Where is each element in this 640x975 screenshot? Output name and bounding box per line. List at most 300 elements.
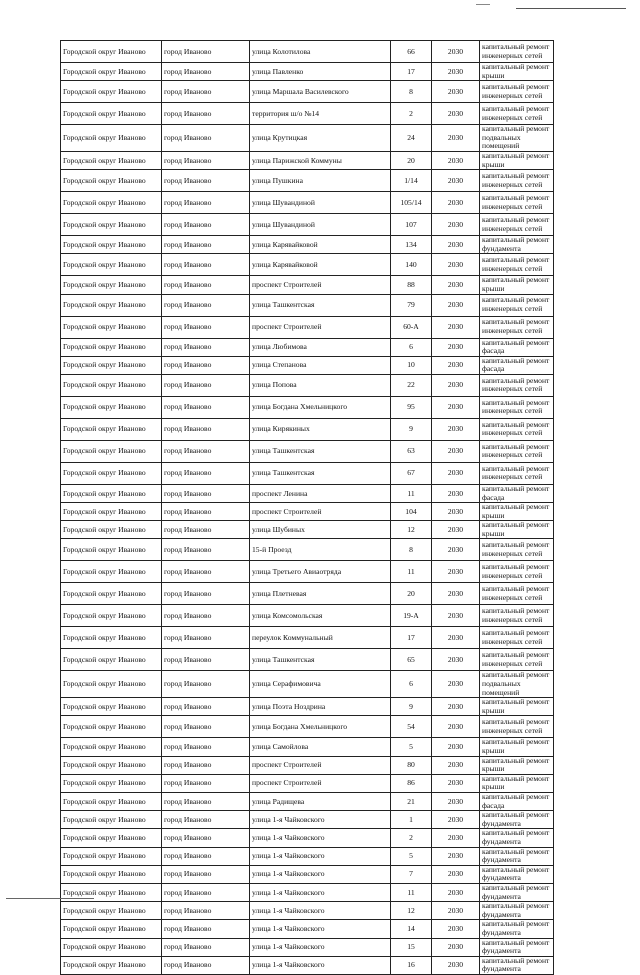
street-cell: улица Пушкина	[250, 170, 391, 192]
year-cell: 2030	[432, 716, 480, 738]
year-cell: 2030	[432, 338, 480, 356]
street-cell: улица 1-я Чайковского	[250, 811, 391, 829]
year-cell: 2030	[432, 63, 480, 81]
year-cell: 2030	[432, 583, 480, 605]
table-row	[61, 125, 554, 152]
work-type-cell: капитальный ремонт крыши	[480, 276, 554, 294]
city-cell: город Иваново	[162, 938, 250, 956]
year-cell: 2030	[432, 294, 480, 316]
street-cell: проспект Строителей	[250, 316, 391, 338]
city-cell: город Иваново	[162, 151, 250, 169]
house-number-cell: 54	[391, 716, 432, 738]
district-cell: Городской округ Иваново	[61, 276, 162, 294]
city-cell: город Иваново	[162, 793, 250, 811]
table-row	[61, 192, 554, 214]
work-type-cell: капитальный ремонт инженерных сетей	[480, 627, 554, 649]
work-type-cell: капитальный ремонт инженерных сетей	[480, 649, 554, 671]
street-cell: улица 1-я Чайковского	[250, 938, 391, 956]
work-type-cell: капитальный ремонт инженерных сетей	[480, 294, 554, 316]
work-type-cell: капитальный ремонт инженерных сетей	[480, 396, 554, 418]
house-number-cell: 15	[391, 938, 432, 956]
district-cell: Городской округ Иваново	[61, 829, 162, 847]
district-cell: Городской округ Иваново	[61, 214, 162, 236]
work-type-cell: капитальный ремонт инженерных сетей	[480, 316, 554, 338]
work-type-cell: капитальный ремонт инженерных сетей	[480, 418, 554, 440]
street-cell: проспект Строителей	[250, 503, 391, 521]
year-cell: 2030	[432, 254, 480, 276]
work-type-cell: капитальный ремонт фундамента	[480, 883, 554, 901]
district-cell: Городской округ Иваново	[61, 294, 162, 316]
district-cell: Городской округ Иваново	[61, 865, 162, 883]
year-cell: 2030	[432, 521, 480, 539]
table-row	[61, 671, 554, 698]
table-row	[61, 338, 554, 356]
street-cell: улица Павленко	[250, 63, 391, 81]
district-cell: Городской округ Иваново	[61, 902, 162, 920]
city-cell: город Иваново	[162, 170, 250, 192]
table-row	[61, 484, 554, 502]
work-type-cell: капитальный ремонт фасада	[480, 356, 554, 374]
year-cell: 2030	[432, 440, 480, 462]
district-cell: Городской округ Иваново	[61, 192, 162, 214]
house-number-cell: 12	[391, 521, 432, 539]
year-cell: 2030	[432, 605, 480, 627]
work-type-cell: капитальный ремонт крыши	[480, 151, 554, 169]
table-row	[61, 374, 554, 396]
district-cell: Городской округ Иваново	[61, 81, 162, 103]
house-number-cell: 1	[391, 811, 432, 829]
year-cell: 2030	[432, 484, 480, 502]
district-cell: Городской округ Иваново	[61, 374, 162, 396]
house-number-cell: 134	[391, 236, 432, 254]
table-row	[61, 170, 554, 192]
street-cell: 15-й Проезд	[250, 539, 391, 561]
table-row	[61, 847, 554, 865]
house-number-cell: 14	[391, 920, 432, 938]
city-cell: город Иваново	[162, 738, 250, 756]
table-row	[61, 774, 554, 792]
table-row	[61, 627, 554, 649]
house-number-cell: 2	[391, 103, 432, 125]
year-cell: 2030	[432, 738, 480, 756]
city-cell: город Иваново	[162, 396, 250, 418]
scan-artifact	[6, 898, 94, 899]
year-cell: 2030	[432, 883, 480, 901]
house-number-cell: 66	[391, 41, 432, 63]
house-number-cell: 88	[391, 276, 432, 294]
district-cell: Городской округ Иваново	[61, 236, 162, 254]
district-cell: Городской округ Иваново	[61, 396, 162, 418]
district-cell: Городской округ Иваново	[61, 462, 162, 484]
year-cell: 2030	[432, 462, 480, 484]
house-number-cell: 24	[391, 125, 432, 152]
year-cell: 2030	[432, 41, 480, 63]
house-number-cell: 140	[391, 254, 432, 276]
work-type-cell: капитальный ремонт крыши	[480, 774, 554, 792]
year-cell: 2030	[432, 847, 480, 865]
city-cell: город Иваново	[162, 418, 250, 440]
street-cell: улица 1-я Чайковского	[250, 883, 391, 901]
city-cell: город Иваново	[162, 865, 250, 883]
city-cell: город Иваново	[162, 356, 250, 374]
city-cell: город Иваново	[162, 41, 250, 63]
district-cell: Городской округ Иваново	[61, 956, 162, 974]
year-cell: 2030	[432, 276, 480, 294]
work-type-cell: капитальный ремонт инженерных сетей	[480, 605, 554, 627]
work-type-cell: капитальный ремонт инженерных сетей	[480, 462, 554, 484]
district-cell: Городской округ Иваново	[61, 920, 162, 938]
street-cell: улица Серафимовича	[250, 671, 391, 698]
table-row	[61, 938, 554, 956]
city-cell: город Иваново	[162, 756, 250, 774]
street-cell: улица Шувандиной	[250, 214, 391, 236]
city-cell: город Иваново	[162, 214, 250, 236]
city-cell: город Иваново	[162, 503, 250, 521]
district-cell: Городской округ Иваново	[61, 418, 162, 440]
street-cell: улица Шубиных	[250, 521, 391, 539]
district-cell: Городской округ Иваново	[61, 63, 162, 81]
work-type-cell: капитальный ремонт инженерных сетей	[480, 539, 554, 561]
year-cell: 2030	[432, 865, 480, 883]
street-cell: проспект Строителей	[250, 756, 391, 774]
house-number-cell: 1/14	[391, 170, 432, 192]
city-cell: город Иваново	[162, 276, 250, 294]
table-row	[61, 829, 554, 847]
street-cell: улица Колотилова	[250, 41, 391, 63]
house-number-cell: 20	[391, 151, 432, 169]
street-cell: переулок Коммунальный	[250, 627, 391, 649]
work-type-cell: капитальный ремонт фасада	[480, 338, 554, 356]
year-cell: 2030	[432, 811, 480, 829]
repair-schedule-table	[60, 40, 554, 975]
house-number-cell: 12	[391, 902, 432, 920]
street-cell: улица Третьего Авиаотряда	[250, 561, 391, 583]
work-type-cell: капитальный ремонт инженерных сетей	[480, 440, 554, 462]
year-cell: 2030	[432, 829, 480, 847]
document-page	[60, 40, 554, 975]
year-cell: 2030	[432, 81, 480, 103]
house-number-cell: 17	[391, 627, 432, 649]
house-number-cell: 17	[391, 63, 432, 81]
city-cell: город Иваново	[162, 440, 250, 462]
work-type-cell: капитальный ремонт фундамента	[480, 865, 554, 883]
city-cell: город Иваново	[162, 902, 250, 920]
year-cell: 2030	[432, 356, 480, 374]
work-type-cell: капитальный ремонт инженерных сетей	[480, 103, 554, 125]
city-cell: город Иваново	[162, 811, 250, 829]
year-cell: 2030	[432, 192, 480, 214]
district-cell: Городской округ Иваново	[61, 847, 162, 865]
year-cell: 2030	[432, 170, 480, 192]
year-cell: 2030	[432, 920, 480, 938]
work-type-cell: капитальный ремонт инженерных сетей	[480, 561, 554, 583]
city-cell: город Иваново	[162, 254, 250, 276]
district-cell: Городской округ Иваново	[61, 649, 162, 671]
district-cell: Городской округ Иваново	[61, 170, 162, 192]
table-row	[61, 793, 554, 811]
street-cell: улица Ташкентская	[250, 649, 391, 671]
street-cell: улица Комсомольская	[250, 605, 391, 627]
scan-artifact	[516, 8, 626, 9]
house-number-cell: 80	[391, 756, 432, 774]
district-cell: Городской округ Иваново	[61, 151, 162, 169]
street-cell: улица Плетневая	[250, 583, 391, 605]
city-cell: город Иваново	[162, 236, 250, 254]
house-number-cell: 19-А	[391, 605, 432, 627]
work-type-cell: капитальный ремонт фундамента	[480, 920, 554, 938]
district-cell: Городской округ Иваново	[61, 125, 162, 152]
district-cell: Городской округ Иваново	[61, 503, 162, 521]
work-type-cell: капитальный ремонт фундамента	[480, 902, 554, 920]
table-row	[61, 316, 554, 338]
year-cell: 2030	[432, 756, 480, 774]
table-row	[61, 561, 554, 583]
city-cell: город Иваново	[162, 81, 250, 103]
street-cell: улица 1-я Чайковского	[250, 920, 391, 938]
street-cell: улица Маршала Василевского	[250, 81, 391, 103]
table-row	[61, 539, 554, 561]
district-cell: Городской округ Иваново	[61, 605, 162, 627]
work-type-cell: капитальный ремонт подвальных помещений	[480, 671, 554, 698]
year-cell: 2030	[432, 649, 480, 671]
street-cell: улица 1-я Чайковского	[250, 956, 391, 974]
street-cell: улица Радищева	[250, 793, 391, 811]
house-number-cell: 107	[391, 214, 432, 236]
district-cell: Городской округ Иваново	[61, 356, 162, 374]
house-number-cell: 2	[391, 829, 432, 847]
year-cell: 2030	[432, 503, 480, 521]
year-cell: 2030	[432, 374, 480, 396]
work-type-cell: капитальный ремонт фундамента	[480, 829, 554, 847]
district-cell: Городской округ Иваново	[61, 338, 162, 356]
city-cell: город Иваново	[162, 583, 250, 605]
street-cell: улица Карявайковой	[250, 236, 391, 254]
street-cell: улица Ташкентская	[250, 440, 391, 462]
house-number-cell: 8	[391, 81, 432, 103]
table-row	[61, 956, 554, 974]
year-cell: 2030	[432, 671, 480, 698]
street-cell: улица Богдана Хмельницкого	[250, 716, 391, 738]
city-cell: город Иваново	[162, 956, 250, 974]
house-number-cell: 11	[391, 561, 432, 583]
table-row	[61, 521, 554, 539]
house-number-cell: 79	[391, 294, 432, 316]
street-cell: улица Кирякиных	[250, 418, 391, 440]
street-cell: улица Ташкентская	[250, 294, 391, 316]
house-number-cell: 105/14	[391, 192, 432, 214]
year-cell: 2030	[432, 561, 480, 583]
house-number-cell: 63	[391, 440, 432, 462]
year-cell: 2030	[432, 902, 480, 920]
table-row	[61, 276, 554, 294]
city-cell: город Иваново	[162, 462, 250, 484]
street-cell: улица Степанова	[250, 356, 391, 374]
district-cell: Городской округ Иваново	[61, 103, 162, 125]
table-row	[61, 811, 554, 829]
work-type-cell: капитальный ремонт крыши	[480, 698, 554, 716]
district-cell: Городской округ Иваново	[61, 671, 162, 698]
table-row	[61, 883, 554, 901]
city-cell: город Иваново	[162, 338, 250, 356]
year-cell: 2030	[432, 396, 480, 418]
year-cell: 2030	[432, 151, 480, 169]
house-number-cell: 11	[391, 484, 432, 502]
work-type-cell: капитальный ремонт инженерных сетей	[480, 81, 554, 103]
city-cell: город Иваново	[162, 521, 250, 539]
city-cell: город Иваново	[162, 716, 250, 738]
work-type-cell: капитальный ремонт крыши	[480, 521, 554, 539]
work-type-cell: капитальный ремонт инженерных сетей	[480, 192, 554, 214]
street-cell: проспект Строителей	[250, 774, 391, 792]
house-number-cell: 20	[391, 583, 432, 605]
city-cell: город Иваново	[162, 192, 250, 214]
house-number-cell: 21	[391, 793, 432, 811]
table-row	[61, 716, 554, 738]
city-cell: город Иваново	[162, 649, 250, 671]
district-cell: Городской округ Иваново	[61, 811, 162, 829]
scan-artifact	[476, 4, 490, 5]
table-row	[61, 503, 554, 521]
street-cell: улица Богдана Хмельницкого	[250, 396, 391, 418]
house-number-cell: 8	[391, 539, 432, 561]
house-number-cell: 60-А	[391, 316, 432, 338]
house-number-cell: 86	[391, 774, 432, 792]
work-type-cell: капитальный ремонт крыши	[480, 503, 554, 521]
table-row	[61, 583, 554, 605]
district-cell: Городской округ Иваново	[61, 484, 162, 502]
district-cell: Городской округ Иваново	[61, 627, 162, 649]
table-row	[61, 756, 554, 774]
house-number-cell: 6	[391, 338, 432, 356]
work-type-cell: капитальный ремонт фундамента	[480, 938, 554, 956]
district-cell: Городской округ Иваново	[61, 561, 162, 583]
table-row	[61, 462, 554, 484]
district-cell: Городской округ Иваново	[61, 938, 162, 956]
year-cell: 2030	[432, 125, 480, 152]
work-type-cell: капитальный ремонт крыши	[480, 756, 554, 774]
work-type-cell: капитальный ремонт инженерных сетей	[480, 716, 554, 738]
table-row	[61, 418, 554, 440]
table-row	[61, 214, 554, 236]
district-cell: Городской округ Иваново	[61, 698, 162, 716]
table-row	[61, 605, 554, 627]
table-row	[61, 902, 554, 920]
city-cell: город Иваново	[162, 605, 250, 627]
district-cell: Городской округ Иваново	[61, 440, 162, 462]
city-cell: город Иваново	[162, 920, 250, 938]
street-cell: улица Карявайковой	[250, 254, 391, 276]
street-cell: улица Поэта Ноздрина	[250, 698, 391, 716]
work-type-cell: капитальный ремонт крыши	[480, 63, 554, 81]
city-cell: город Иваново	[162, 539, 250, 561]
street-cell: проспект Ленина	[250, 484, 391, 502]
street-cell: территория ш/о №14	[250, 103, 391, 125]
house-number-cell: 6	[391, 671, 432, 698]
table-row	[61, 356, 554, 374]
house-number-cell: 9	[391, 418, 432, 440]
city-cell: город Иваново	[162, 829, 250, 847]
street-cell: улица Ташкентская	[250, 462, 391, 484]
district-cell: Городской округ Иваново	[61, 756, 162, 774]
work-type-cell: капитальный ремонт инженерных сетей	[480, 374, 554, 396]
house-number-cell: 5	[391, 738, 432, 756]
year-cell: 2030	[432, 627, 480, 649]
street-cell: улица Любимова	[250, 338, 391, 356]
table-row	[61, 236, 554, 254]
house-number-cell: 5	[391, 847, 432, 865]
city-cell: город Иваново	[162, 125, 250, 152]
work-type-cell: капитальный ремонт инженерных сетей	[480, 170, 554, 192]
year-cell: 2030	[432, 774, 480, 792]
work-type-cell: капитальный ремонт фундамента	[480, 811, 554, 829]
district-cell: Городской округ Иваново	[61, 738, 162, 756]
district-cell: Городской округ Иваново	[61, 521, 162, 539]
street-cell: улица 1-я Чайковского	[250, 865, 391, 883]
work-type-cell: капитальный ремонт крыши	[480, 738, 554, 756]
city-cell: город Иваново	[162, 627, 250, 649]
city-cell: город Иваново	[162, 883, 250, 901]
year-cell: 2030	[432, 956, 480, 974]
city-cell: город Иваново	[162, 671, 250, 698]
city-cell: город Иваново	[162, 103, 250, 125]
table-row	[61, 254, 554, 276]
work-type-cell: капитальный ремонт фундамента	[480, 847, 554, 865]
table-row	[61, 81, 554, 103]
district-cell: Городской округ Иваново	[61, 883, 162, 901]
city-cell: город Иваново	[162, 484, 250, 502]
house-number-cell: 65	[391, 649, 432, 671]
table-row	[61, 920, 554, 938]
year-cell: 2030	[432, 103, 480, 125]
district-cell: Городской округ Иваново	[61, 716, 162, 738]
street-cell: улица Шувандиной	[250, 192, 391, 214]
table-row	[61, 294, 554, 316]
year-cell: 2030	[432, 539, 480, 561]
table-row	[61, 151, 554, 169]
house-number-cell: 22	[391, 374, 432, 396]
work-type-cell: капитальный ремонт фундамента	[480, 956, 554, 974]
house-number-cell: 9	[391, 698, 432, 716]
house-number-cell: 10	[391, 356, 432, 374]
district-cell: Городской округ Иваново	[61, 793, 162, 811]
table-body	[61, 41, 554, 975]
year-cell: 2030	[432, 938, 480, 956]
house-number-cell: 16	[391, 956, 432, 974]
year-cell: 2030	[432, 236, 480, 254]
house-number-cell: 11	[391, 883, 432, 901]
city-cell: город Иваново	[162, 698, 250, 716]
year-cell: 2030	[432, 214, 480, 236]
work-type-cell: капитальный ремонт инженерных сетей	[480, 41, 554, 63]
street-cell: улица 1-я Чайковского	[250, 902, 391, 920]
house-number-cell: 67	[391, 462, 432, 484]
table-row	[61, 103, 554, 125]
district-cell: Городской округ Иваново	[61, 539, 162, 561]
work-type-cell: капитальный ремонт инженерных сетей	[480, 583, 554, 605]
work-type-cell: капитальный ремонт инженерных сетей	[480, 254, 554, 276]
street-cell: улица 1-я Чайковского	[250, 847, 391, 865]
street-cell: проспект Строителей	[250, 276, 391, 294]
district-cell: Городской округ Иваново	[61, 316, 162, 338]
year-cell: 2030	[432, 418, 480, 440]
table-row	[61, 396, 554, 418]
district-cell: Городской округ Иваново	[61, 774, 162, 792]
work-type-cell: капитальный ремонт подвальных помещений	[480, 125, 554, 152]
table-row	[61, 63, 554, 81]
street-cell: улица Самойлова	[250, 738, 391, 756]
table-row	[61, 698, 554, 716]
city-cell: город Иваново	[162, 316, 250, 338]
